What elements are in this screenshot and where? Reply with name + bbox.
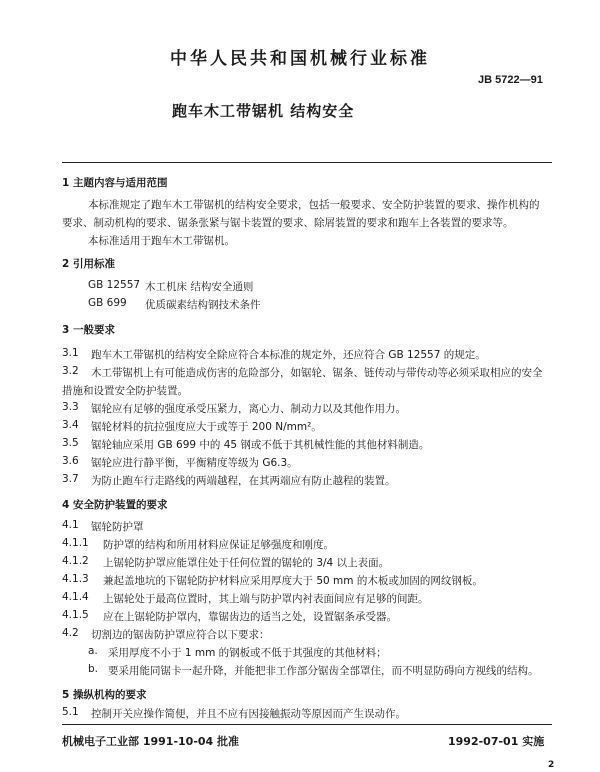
clause-number: 5.1 bbox=[62, 706, 79, 718]
section-1-heading: 1 主题内容与适用范围 bbox=[62, 177, 168, 189]
reference-code: GB 12557 bbox=[88, 279, 141, 291]
sub-item-text: 要采用能同锯卡一起升降，并能把非工作部分锯齿全部罩住，而不明显防碍向方视线的结构。 bbox=[108, 665, 539, 677]
sub-item-text: 采用厚度不小于 1 mm 的钢板或不低于其强度的其他材料； bbox=[108, 647, 387, 659]
clause-number: 4.1 bbox=[62, 519, 79, 531]
clause-text: 锯轮材料的抗拉强度应大于或等于 200 N/mm²。 bbox=[91, 421, 322, 433]
clause-text: 锯轮防护罩 bbox=[91, 521, 144, 533]
clause-text: 兼起盖地坑的下锯轮防护材料应采用厚度大于 50 mm 的木板或加固的网纹钢板。 bbox=[103, 575, 483, 587]
reference-code: GB 699 bbox=[88, 297, 127, 309]
clause-text-continued: 措施和设置安全防护装置。 bbox=[62, 385, 188, 397]
clause-number: 3.6 bbox=[62, 455, 79, 467]
section-4-heading: 4 安全防护装置的要求 bbox=[62, 499, 168, 511]
clause-number: 3.7 bbox=[62, 473, 79, 485]
clause-text: 控制开关应操作简便，并且不应有因接触振动等原因而产生误动作。 bbox=[91, 708, 406, 720]
sub-item-marker: b. bbox=[88, 663, 99, 675]
clause-text: 锯轮轴应采用 GB 699 中的 45 钢或不低于其机械性能的其他材料制造。 bbox=[91, 439, 430, 451]
clause-number: 4.2 bbox=[62, 627, 79, 639]
clause-text: 上锯轮防护罩应能罩住处于任何位置的锯轮的 3/4 以上表面。 bbox=[103, 557, 390, 569]
document-title: 跑车木工带锯机 结构安全 bbox=[172, 102, 355, 120]
clause-text: 锯轮应进行静平衡，平衡精度等级为 G6.3。 bbox=[91, 457, 298, 469]
section-1-paragraph-line: 要求、制动机构的要求、锯条张紧与锯卡装置的要求、除屑装置的要求和跑车上各装置的要求等。 bbox=[62, 217, 514, 229]
clause-text: 应在上锯轮防护罩内，靠锯齿边的适当之处，设置锯条承受器。 bbox=[103, 611, 397, 623]
reference-title: 木工机床 结构安全通则 bbox=[145, 281, 254, 293]
page-number: 2 bbox=[548, 760, 555, 770]
title-divider bbox=[62, 162, 552, 163]
section-1-paragraph-line: 本标准规定了跑车木工带锯机的结构安全要求，包括一般要求、安全防护装置的要求、操作机构的 bbox=[88, 199, 540, 211]
footer-divider bbox=[62, 724, 552, 725]
clause-number: 3.5 bbox=[62, 437, 79, 449]
section-2-heading: 2 引用标准 bbox=[62, 258, 115, 270]
implementation-date: 1992-07-01 实施 bbox=[448, 735, 545, 748]
clause-number: 4.1.3 bbox=[62, 573, 89, 585]
clause-number: 4.1.2 bbox=[62, 555, 89, 567]
reference-title: 优质碳素结构钢技术条件 bbox=[145, 299, 261, 311]
clause-number: 3.1 bbox=[62, 347, 79, 359]
section-1-scope: 本标准适用于跑车木工带锯机。 bbox=[88, 235, 235, 247]
clause-number: 4.1.4 bbox=[62, 591, 89, 603]
section-5-heading: 5 操纵机构的要求 bbox=[62, 689, 147, 701]
clause-text: 防护罩的结构和所用材料应保证足够强度和刚度。 bbox=[103, 539, 334, 551]
clause-number: 3.3 bbox=[62, 401, 79, 413]
approval-note: 机械电子工业部 1991-10-04 批准 bbox=[62, 735, 240, 748]
clause-number: 3.4 bbox=[62, 419, 79, 431]
clause-text: 锯轮应有足够的强度承受压紧力，离心力、制动力以及其他作用力。 bbox=[91, 403, 406, 415]
standard-number: JB 5722—91 bbox=[478, 74, 543, 86]
clause-number: 4.1.5 bbox=[62, 609, 89, 621]
clause-text: 为防止跑车行走路线的两端越程，在其两端应有防止越程的装置。 bbox=[91, 475, 396, 487]
clause-number: 3.2 bbox=[62, 365, 79, 377]
clause-number: 4.1.1 bbox=[62, 537, 89, 549]
clause-text: 切割边的锯齿防护罩应符合以下要求： bbox=[91, 629, 270, 641]
standard-category-header: 中华人民共和国机械行业标准 bbox=[170, 49, 430, 69]
clause-text: 上锯轮处于最高位置时，其上端与防护罩内衬表面间应有足够的间距。 bbox=[103, 593, 429, 605]
clause-text: 跑车木工带锯机的结构安全除应符合本标准的规定外，还应符合 GB 12557 的规定。 bbox=[91, 349, 486, 361]
clause-text: 木工带锯机上有可能造成伤害的危险部分，如锯轮、锯条、链传动与带传动等必须采取相应的安全 bbox=[91, 367, 543, 379]
section-3-heading: 3 一般要求 bbox=[62, 324, 115, 336]
sub-item-marker: a. bbox=[88, 645, 98, 657]
